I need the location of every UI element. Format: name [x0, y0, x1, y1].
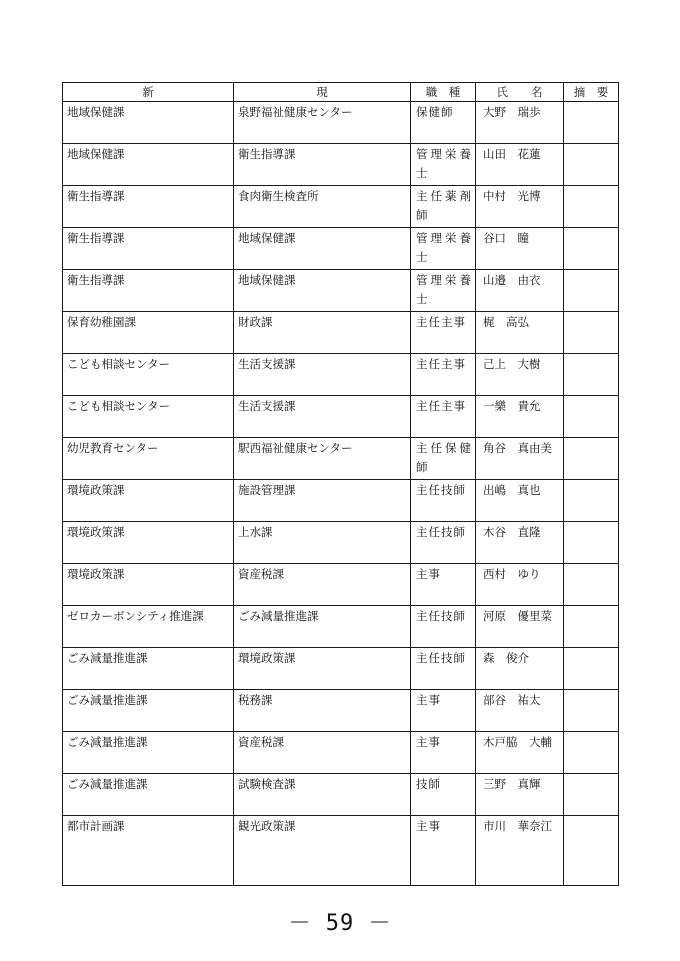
- cell-current-assignment: [234, 648, 411, 690]
- cell-employee-name-text: 三野 真輝: [483, 777, 541, 791]
- cell-current-assignment-text: ごみ減量推進課: [238, 609, 319, 623]
- cell-job-title-text: 主任主事: [416, 399, 466, 413]
- cell-job-title: [411, 816, 476, 886]
- cell-new-assignment: [63, 606, 234, 648]
- cell-job-title-text: 主任技師: [416, 609, 466, 623]
- table-row: [63, 396, 619, 438]
- table-row: [63, 564, 619, 606]
- cell-new-assignment-text: ごみ減量推進課: [67, 651, 148, 665]
- cell-new-assignment-text: 幼児教育センター: [67, 441, 159, 455]
- cell-new-assignment: [63, 564, 234, 606]
- cell-current-assignment: [234, 354, 411, 396]
- cell-current-assignment-text: 資産税課: [238, 735, 284, 749]
- cell-employee-name: [476, 270, 564, 312]
- cell-current-assignment-text: 食肉衛生検査所: [238, 189, 319, 203]
- cell-employee-name: [476, 606, 564, 648]
- cell-remarks: [564, 648, 619, 690]
- cell-job-title-text: 技師: [416, 777, 441, 791]
- table-row: [63, 690, 619, 732]
- cell-remarks-text: [564, 606, 618, 607]
- cell-employee-name: [476, 102, 564, 144]
- cell-job-title-text: 主事: [416, 819, 441, 833]
- cell-employee-name-text: 谷口 瞳: [483, 231, 529, 245]
- cell-employee-name-text: 河原 優里菜: [483, 609, 552, 623]
- cell-remarks: [564, 354, 619, 396]
- cell-remarks: [564, 522, 619, 564]
- cell-current-assignment-text: 財政課: [238, 315, 273, 329]
- header-name: 氏 名: [476, 83, 564, 102]
- cell-job-title: [411, 480, 476, 522]
- cell-current-assignment-text: 資産税課: [238, 567, 284, 581]
- page-number: － 59 －: [288, 911, 392, 936]
- cell-current-assignment: [234, 606, 411, 648]
- cell-current-assignment: [234, 564, 411, 606]
- cell-new-assignment-text: 衛生指導課: [67, 189, 125, 203]
- cell-job-title-text: 主事: [416, 693, 441, 707]
- cell-employee-name: [476, 144, 564, 186]
- cell-current-assignment-text: 地域保健課: [238, 273, 296, 287]
- cell-job-title-text: 主事: [416, 567, 441, 581]
- cell-new-assignment-text: 保育幼稚園課: [67, 315, 136, 329]
- cell-current-assignment-text: 泉野福祉健康センター: [238, 105, 353, 119]
- cell-current-assignment-text: 駅西福祉健康センター: [238, 441, 353, 455]
- table-row: [63, 480, 619, 522]
- header-job: 職 種: [411, 83, 476, 102]
- cell-current-assignment: [234, 690, 411, 732]
- cell-new-assignment: [63, 102, 234, 144]
- cell-new-assignment-text: ごみ減量推進課: [67, 693, 148, 707]
- cell-current-assignment: [234, 522, 411, 564]
- cell-new-assignment-text: 衛生指導課: [67, 231, 125, 245]
- cell-employee-name: [476, 774, 564, 816]
- cell-new-assignment: [63, 144, 234, 186]
- cell-current-assignment: [234, 732, 411, 774]
- cell-remarks: [564, 102, 619, 144]
- cell-remarks-text: [564, 480, 618, 481]
- cell-remarks-text: [564, 228, 618, 229]
- cell-current-assignment: [234, 102, 411, 144]
- cell-new-assignment: [63, 312, 234, 354]
- cell-remarks: [564, 312, 619, 354]
- cell-employee-name-text: 市川 華奈江: [483, 819, 552, 833]
- cell-current-assignment: [234, 228, 411, 270]
- table-row: [63, 144, 619, 186]
- cell-remarks: [564, 606, 619, 648]
- cell-job-title: [411, 774, 476, 816]
- cell-new-assignment: [63, 816, 234, 886]
- cell-new-assignment-text: ごみ減量推進課: [67, 735, 148, 749]
- cell-current-assignment-text: 環境政策課: [238, 651, 296, 665]
- cell-new-assignment-text: 環境政策課: [67, 525, 125, 539]
- cell-new-assignment: [63, 522, 234, 564]
- cell-remarks-text: [564, 144, 618, 145]
- cell-employee-name: [476, 690, 564, 732]
- cell-job-title: [411, 312, 476, 354]
- cell-employee-name-text: 森 俊介: [483, 651, 529, 665]
- cell-employee-name-text: 角谷 真由美: [483, 441, 552, 455]
- cell-job-title-text: 主任薬剤師: [416, 189, 472, 222]
- cell-current-assignment-text: 衛生指導課: [238, 147, 296, 161]
- cell-employee-name-text: 中村 光博: [483, 189, 541, 203]
- cell-remarks: [564, 228, 619, 270]
- cell-current-assignment-text: 上水課: [238, 525, 273, 539]
- personnel-table-sheet: [62, 82, 618, 886]
- cell-job-title: [411, 144, 476, 186]
- cell-new-assignment-text: 環境政策課: [67, 567, 125, 581]
- table-row: [63, 228, 619, 270]
- cell-remarks: [564, 690, 619, 732]
- cell-current-assignment: [234, 396, 411, 438]
- cell-employee-name: [476, 228, 564, 270]
- cell-remarks: [564, 732, 619, 774]
- table-row: [63, 354, 619, 396]
- cell-remarks: [564, 564, 619, 606]
- table-row: [63, 102, 619, 144]
- cell-employee-name: [476, 732, 564, 774]
- table-row: [63, 312, 619, 354]
- cell-job-title-text: 主任技師: [416, 483, 466, 497]
- cell-employee-name: [476, 564, 564, 606]
- cell-remarks-text: [564, 690, 618, 691]
- cell-remarks-text: [564, 648, 618, 649]
- cell-current-assignment-text: 地域保健課: [238, 231, 296, 245]
- cell-employee-name-text: 西村 ゆり: [483, 567, 541, 581]
- cell-job-title: [411, 732, 476, 774]
- header-current: 現: [234, 83, 411, 102]
- cell-new-assignment: [63, 774, 234, 816]
- table-row: [63, 648, 619, 690]
- cell-remarks-text: [564, 438, 618, 439]
- cell-job-title: [411, 186, 476, 228]
- cell-remarks-text: [564, 396, 618, 397]
- cell-remarks: [564, 480, 619, 522]
- cell-employee-name-text: 部谷 祐太: [483, 693, 541, 707]
- cell-remarks: [564, 186, 619, 228]
- cell-new-assignment: [63, 228, 234, 270]
- cell-remarks-text: [564, 522, 618, 523]
- cell-job-title: [411, 606, 476, 648]
- cell-remarks-text: [564, 564, 618, 565]
- cell-current-assignment-text: 生活支援課: [238, 357, 296, 371]
- cell-job-title: [411, 438, 476, 480]
- cell-job-title: [411, 102, 476, 144]
- table-row: [63, 816, 619, 886]
- cell-remarks-text: [564, 186, 618, 187]
- cell-employee-name: [476, 186, 564, 228]
- cell-employee-name: [476, 648, 564, 690]
- cell-job-title: [411, 270, 476, 312]
- table-row: [63, 606, 619, 648]
- cell-job-title: [411, 564, 476, 606]
- cell-employee-name: [476, 438, 564, 480]
- cell-new-assignment-text: 衛生指導課: [67, 273, 125, 287]
- personnel-transfer-table: [62, 82, 619, 886]
- cell-job-title: [411, 690, 476, 732]
- cell-current-assignment-text: 観光政策課: [238, 819, 296, 833]
- cell-job-title: [411, 648, 476, 690]
- cell-new-assignment: [63, 396, 234, 438]
- cell-job-title-text: 管理栄養士: [416, 231, 472, 264]
- cell-employee-name: [476, 312, 564, 354]
- cell-current-assignment: [234, 816, 411, 886]
- cell-job-title: [411, 354, 476, 396]
- cell-current-assignment: [234, 270, 411, 312]
- header-note: 摘 要: [564, 83, 619, 102]
- cell-job-title-text: 管理栄養士: [416, 147, 472, 180]
- cell-job-title-text: 主事: [416, 735, 441, 749]
- cell-remarks-text: [564, 816, 618, 817]
- cell-current-assignment-text: 施設管理課: [238, 483, 296, 497]
- cell-remarks: [564, 816, 619, 886]
- cell-current-assignment: [234, 186, 411, 228]
- cell-employee-name: [476, 522, 564, 564]
- cell-job-title-text: 主任技師: [416, 525, 466, 539]
- cell-remarks-text: [564, 774, 618, 775]
- cell-new-assignment: [63, 690, 234, 732]
- cell-new-assignment: [63, 648, 234, 690]
- cell-new-assignment-text: 環境政策課: [67, 483, 125, 497]
- cell-new-assignment: [63, 186, 234, 228]
- table-header-row: [63, 83, 619, 102]
- cell-remarks: [564, 438, 619, 480]
- cell-job-title-text: 主任保健師: [416, 441, 472, 474]
- cell-current-assignment: [234, 774, 411, 816]
- cell-remarks-text: [564, 102, 618, 103]
- cell-employee-name-text: 己上 大樹: [483, 357, 541, 371]
- cell-current-assignment-text: 生活支援課: [238, 399, 296, 413]
- cell-current-assignment: [234, 438, 411, 480]
- cell-current-assignment: [234, 480, 411, 522]
- cell-remarks-text: [564, 354, 618, 355]
- cell-employee-name: [476, 480, 564, 522]
- table-row: [63, 270, 619, 312]
- cell-employee-name-text: 大野 瑞歩: [483, 105, 541, 119]
- cell-employee-name: [476, 396, 564, 438]
- cell-new-assignment: [63, 732, 234, 774]
- cell-current-assignment-text: 税務課: [238, 693, 273, 707]
- cell-job-title-text: 主任主事: [416, 357, 466, 371]
- cell-new-assignment-text: ゼロカーボンシティ推進課: [67, 609, 204, 623]
- cell-current-assignment: [234, 312, 411, 354]
- table-row: [63, 732, 619, 774]
- cell-new-assignment: [63, 438, 234, 480]
- cell-new-assignment-text: こども相談センター: [67, 399, 171, 413]
- cell-current-assignment: [234, 144, 411, 186]
- cell-job-title: [411, 522, 476, 564]
- cell-employee-name-text: 山邉 由衣: [483, 273, 541, 287]
- cell-remarks: [564, 774, 619, 816]
- cell-new-assignment-text: 都市計画課: [67, 819, 125, 833]
- header-new: 新: [63, 83, 234, 102]
- cell-new-assignment-text: 地域保健課: [67, 105, 125, 119]
- cell-job-title-text: 主任主事: [416, 315, 466, 329]
- cell-employee-name-text: 出嶋 真也: [483, 483, 541, 497]
- cell-current-assignment-text: 試験検査課: [238, 777, 296, 791]
- cell-remarks-text: [564, 732, 618, 733]
- cell-employee-name-text: 梶 高弘: [483, 315, 529, 329]
- cell-new-assignment-text: 地域保健課: [67, 147, 125, 161]
- cell-employee-name: [476, 354, 564, 396]
- cell-employee-name-text: 木谷 直隆: [483, 525, 541, 539]
- cell-new-assignment-text: こども相談センター: [67, 357, 171, 371]
- cell-job-title: [411, 228, 476, 270]
- cell-remarks-text: [564, 312, 618, 313]
- cell-employee-name-text: 一樂 貴允: [483, 399, 541, 413]
- cell-job-title-text: 保健師: [416, 105, 454, 119]
- cell-remarks: [564, 396, 619, 438]
- cell-new-assignment: [63, 354, 234, 396]
- cell-employee-name-text: 木戸脇 大輔: [483, 735, 552, 749]
- table-row: [63, 186, 619, 228]
- cell-job-title-text: 主任技師: [416, 651, 466, 665]
- cell-remarks: [564, 270, 619, 312]
- cell-remarks-text: [564, 270, 618, 271]
- cell-new-assignment: [63, 480, 234, 522]
- cell-new-assignment: [63, 270, 234, 312]
- table-row: [63, 522, 619, 564]
- cell-job-title-text: 管理栄養士: [416, 273, 472, 306]
- cell-employee-name: [476, 816, 564, 886]
- cell-job-title: [411, 396, 476, 438]
- table-body: [63, 102, 619, 886]
- table-row: [63, 774, 619, 816]
- table-row: [63, 438, 619, 480]
- cell-new-assignment-text: ごみ減量推進課: [67, 777, 148, 791]
- cell-employee-name-text: 山田 花蓮: [483, 147, 541, 161]
- cell-remarks: [564, 144, 619, 186]
